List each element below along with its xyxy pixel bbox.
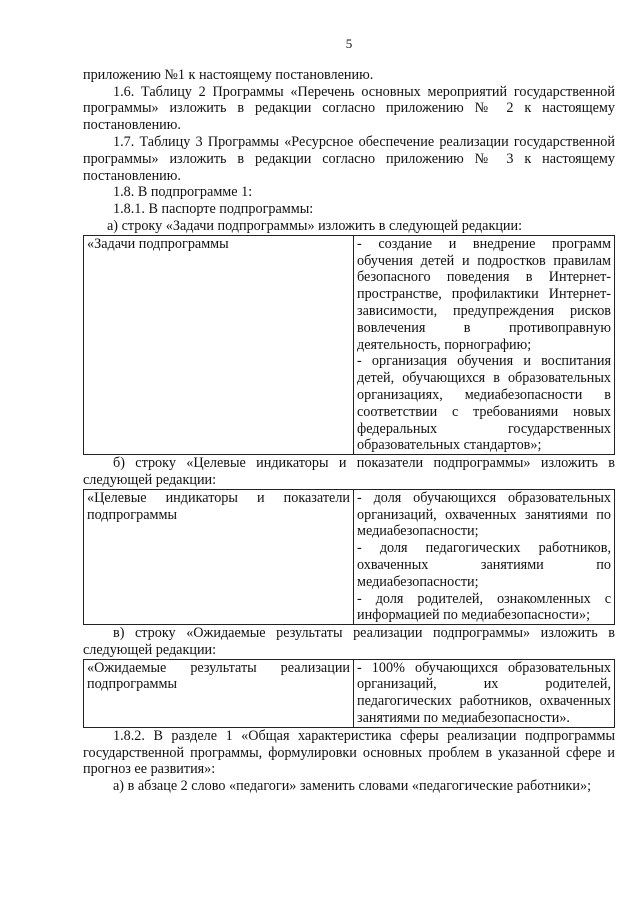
table-indicators [83, 489, 615, 625]
document-page [83, 36, 615, 795]
paragraph-b-indicators: б) строку «Целевые индикаторы и показатели подпрограммы» изложить в следующей редакции: [83, 455, 615, 488]
list-item: - доля педагогических работников, охваченных занятиями по медиабезопасности; [357, 540, 611, 590]
table-cell-label: «Целевые индикаторы и показатели подпрограммы [84, 489, 354, 624]
list-item: - организация обучения и воспитания детей, обучающихся в образовательных организациях, медиабезопасности в соответствии с требованиями новых федеральных государственных образовательных стандартов»; [357, 353, 611, 454]
paragraph-v-results: в) строку «Ожидаемые результаты реализации подпрограммы» изложить в следующей редакции: [83, 625, 615, 658]
table-cell-label: «Задачи подпрограммы [84, 235, 354, 454]
list-item: - 100% обучающихся образовательных организаций, их родителей, педагогических работников, охваченных занятиями по медиабезопасности». [357, 659, 611, 727]
table-row [84, 659, 615, 727]
table-cell-content [354, 659, 615, 727]
list-item: - доля обучающихся образовательных организаций, охваченных занятиями по медиабезопасности; [357, 489, 611, 540]
list-item: - доля родителей, ознакомленных с информацией по медиабезопасности»; [357, 590, 611, 624]
paragraph-1-8-2: 1.8.2. В разделе 1 «Общая характеристика сферы реализации подпрограммы государственной программы, формулировки основных проблем в указанной сфере и прогноз ее развития»: [83, 727, 615, 778]
table-cell-content [354, 235, 615, 454]
paragraph-1-8: 1.8. В подпрограмме 1: [113, 184, 253, 201]
paragraph-1-6: 1.6. Таблицу 2 Программы «Перечень основных мероприятий государственной программы» изложить в редакции согласно приложению № 2 к настоящему постановлению. [83, 83, 615, 134]
paragraph-1-7: 1.7. Таблицу 3 Программы «Ресурсное обеспечение реализации государственной программы» изложить в редакции согласно приложению № 3 к настоящему постановлению. [83, 133, 615, 184]
table-row [84, 235, 615, 454]
table-cell-label: «Ожидаемые результаты реализации подпрограммы [84, 659, 354, 727]
paragraph-intro: приложению №1 к настоящему постановлению. [83, 66, 374, 83]
table-cell-content [354, 489, 615, 624]
list-item: - создание и внедрение программ обучения детей и подростков правилам безопасного поведения в Интернет-пространстве, профилактики Интернет-зависимости, предупреждения рисков вовлечения в противоправную деятельность, порнографию; [357, 235, 611, 353]
table-row [84, 489, 615, 624]
paragraph-a-replace: а) в абзаце 2 слово «педагоги» заменить словами «педагогические работники»; [113, 778, 592, 795]
paragraph-a-tasks: а) строку «Задачи подпрограммы» изложить в следующей редакции: [107, 217, 523, 234]
page-number: 5 [345, 36, 353, 51]
paragraph-1-8-1: 1.8.1. В паспорте подпрограммы: [113, 201, 314, 218]
table-results [83, 659, 615, 728]
table-tasks [83, 235, 615, 455]
